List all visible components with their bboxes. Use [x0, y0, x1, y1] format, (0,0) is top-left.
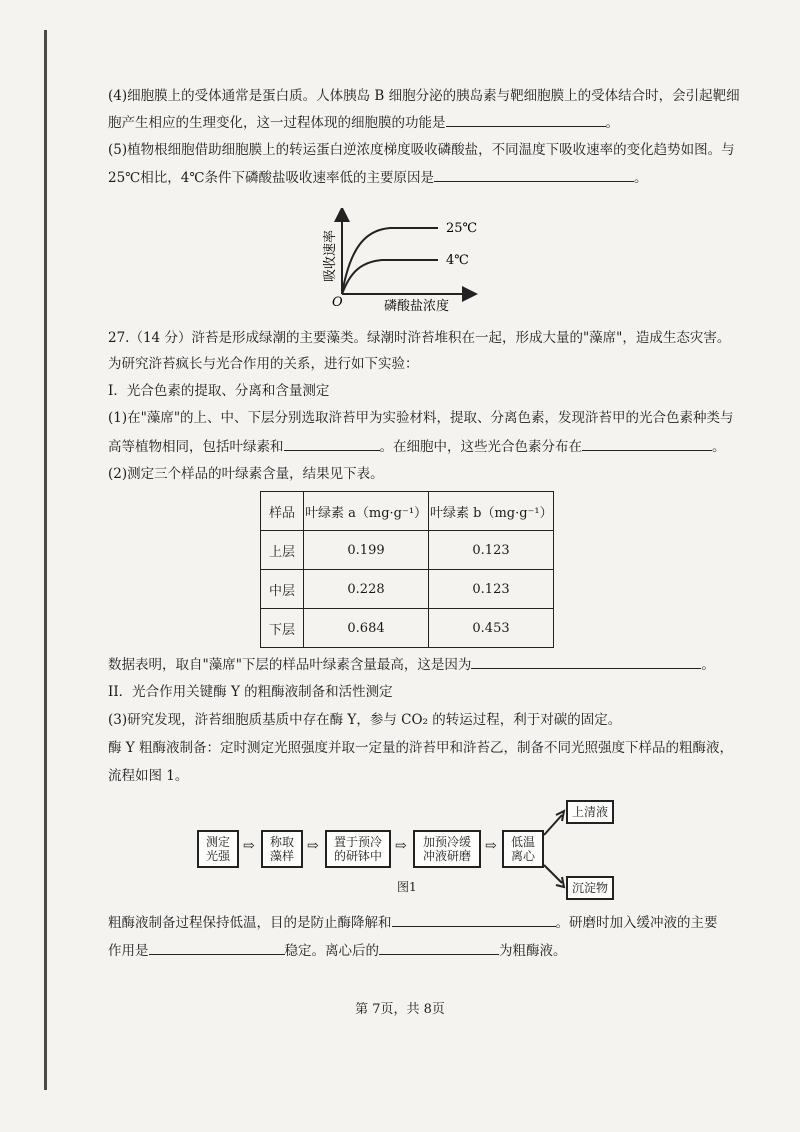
page-binding-edge: [44, 30, 47, 1090]
last-blank2[interactable]: [149, 940, 285, 955]
table-cell: 0.123: [429, 531, 554, 570]
table-cell: 上层: [261, 531, 304, 570]
table-row: [261, 609, 554, 648]
origin-label: O: [332, 295, 343, 310]
table-header-cell: 样品: [261, 492, 304, 531]
page-footer: 第 7页，共 8页: [355, 1002, 445, 1017]
prep-line1: 酶 Y 粗酶液制备：定时测定光照强度并取一定量的浒苔甲和浒苔乙，制备不同光照强度下样品的粗酶液，: [108, 740, 733, 756]
y-axis-label-group: [322, 230, 338, 282]
last-line2-b: 稳定。离心后的: [284, 943, 379, 959]
table-header-cell: 叶绿素 a（mg·g⁻¹）: [304, 492, 429, 531]
q5-line2: [108, 167, 708, 188]
table-header-row: [261, 492, 554, 531]
flow-output-supernatant: 上清液: [566, 800, 614, 824]
q5-answer-blank[interactable]: [434, 167, 634, 182]
flow-step-grind: 加预冷缓 冲液研磨: [413, 830, 481, 868]
section2-heading: II．光合作用关键酶 Y 的粗酶液制备和活性测定: [108, 684, 393, 700]
q27-intro1: 27.（14 分）浒苔是形成绿潮的主要藻类。绿潮时浒苔堆积在一起，形成大量的"藻席"，造成生态灾害。: [108, 330, 731, 346]
flow-step-measure-light: 测定 光强: [197, 830, 239, 868]
figure-caption: 图1: [397, 880, 417, 894]
x-axis-label: 磷酸盐浓度: [384, 299, 450, 314]
p2-line: (2)测定三个样品的叶绿素含量，结果见下表。: [108, 466, 384, 482]
series-label-4c: 4℃: [446, 253, 469, 268]
last-line2: [108, 940, 708, 961]
q4-line2-text: 胞产生相应的生理变化，这一过程体现的细胞膜的功能是: [108, 115, 446, 131]
last-line1-b: 。研磨时加入缓冲液的主要: [555, 915, 718, 931]
table-cell: 0.123: [429, 570, 554, 609]
p1-line2-end: 。: [712, 439, 726, 455]
q4-answer-blank[interactable]: [446, 112, 606, 127]
flow-output-precipitate: 沉淀物: [566, 876, 614, 900]
data-conclusion-end: 。: [701, 657, 715, 673]
p1-blank1[interactable]: [284, 436, 380, 451]
last-blank1[interactable]: [392, 912, 556, 927]
y-axis-label: 吸收速率: [323, 229, 338, 283]
prep-line2: 流程如图 1。: [108, 768, 189, 784]
table-cell: 0.684: [304, 609, 429, 648]
last-line2-a: 作用是: [108, 943, 149, 959]
q27-intro2: 为研究浒苔疯长与光合作用的关系，进行如下实验：: [108, 356, 419, 372]
last-line1: [108, 912, 718, 933]
flow-step-mortar: 置于预冷 的研钵中: [325, 830, 391, 868]
table-cell: 下层: [261, 609, 304, 648]
table-header-cell: 叶绿素 b（mg·g⁻¹）: [429, 492, 554, 531]
q5-line1: (5)植物根细胞借助细胞膜上的转运蛋白逆浓度梯度吸收磷酸盐，不同温度下吸收速率的变化趋势如图。与: [108, 142, 735, 158]
last-line2-c: 为粗酶液。: [499, 943, 567, 959]
arrow-up-line: [544, 815, 562, 835]
flow-arrow-icon: ⇨: [243, 838, 255, 854]
section1-heading: I．光合色素的提取、分离和含量测定: [108, 383, 330, 399]
chlorophyll-table: [260, 491, 554, 648]
p1-line2: [108, 436, 726, 457]
q5-end: 。: [633, 170, 648, 186]
p1-line2-a: 高等植物相同，包括叶绿素和: [108, 439, 284, 455]
p3-line: (3)研究发现，浒苔细胞质基质中存在酶 Y，参与 CO₂ 的转运过程，利于对碳的固定。: [108, 712, 622, 728]
q4-end: 。: [605, 115, 619, 131]
table-cell: 0.453: [429, 609, 554, 648]
table-row: [261, 531, 554, 570]
data-conclusion-blank[interactable]: [471, 654, 701, 669]
p1-blank2[interactable]: [582, 436, 712, 451]
flow-arrow-icon: ⇨: [395, 838, 407, 854]
p1-line2-b: 。在细胞中，这些光合色素分布在: [379, 439, 582, 455]
table-cell: 0.199: [304, 531, 429, 570]
absorption-chart: [310, 208, 500, 314]
q4-line1: (4)细胞膜上的受体通常是蛋白质。人体胰岛 B 细胞分泌的胰岛素与靶细胞膜上的受体结合时，会引起靶细: [108, 88, 740, 104]
table-cell: 中层: [261, 570, 304, 609]
series-label-25c: 25℃: [446, 221, 478, 236]
table-row: [261, 570, 554, 609]
last-blank3[interactable]: [379, 940, 499, 955]
data-conclusion-line: [108, 654, 715, 675]
q5-line2-text: 25℃相比，4℃条件下磷酸盐吸收速率低的主要原因是: [108, 170, 434, 186]
curve-4c: [342, 260, 438, 294]
q4-line2: [108, 112, 708, 133]
last-line1-a: 粗酶液制备过程保持低温，目的是防止酶降解和: [108, 915, 392, 931]
table-cell: 0.228: [304, 570, 429, 609]
flow-arrow-icon: ⇨: [485, 838, 497, 854]
flow-step-centrifuge: 低温 离心: [502, 830, 544, 868]
data-conclusion-text: 数据表明，取自"藻席"下层的样品叶绿素含量最高，这是因为: [108, 657, 472, 673]
flow-step-weigh: 称取 藻样: [261, 830, 303, 868]
p1-line1: (1)在"藻席"的上、中、下层分别选取浒苔甲为实验材料，提取、分离色素，发现浒苔甲的光合色素种类与: [108, 410, 734, 426]
arrow-down-line: [544, 865, 562, 883]
flow-arrow-icon: ⇨: [307, 838, 319, 854]
